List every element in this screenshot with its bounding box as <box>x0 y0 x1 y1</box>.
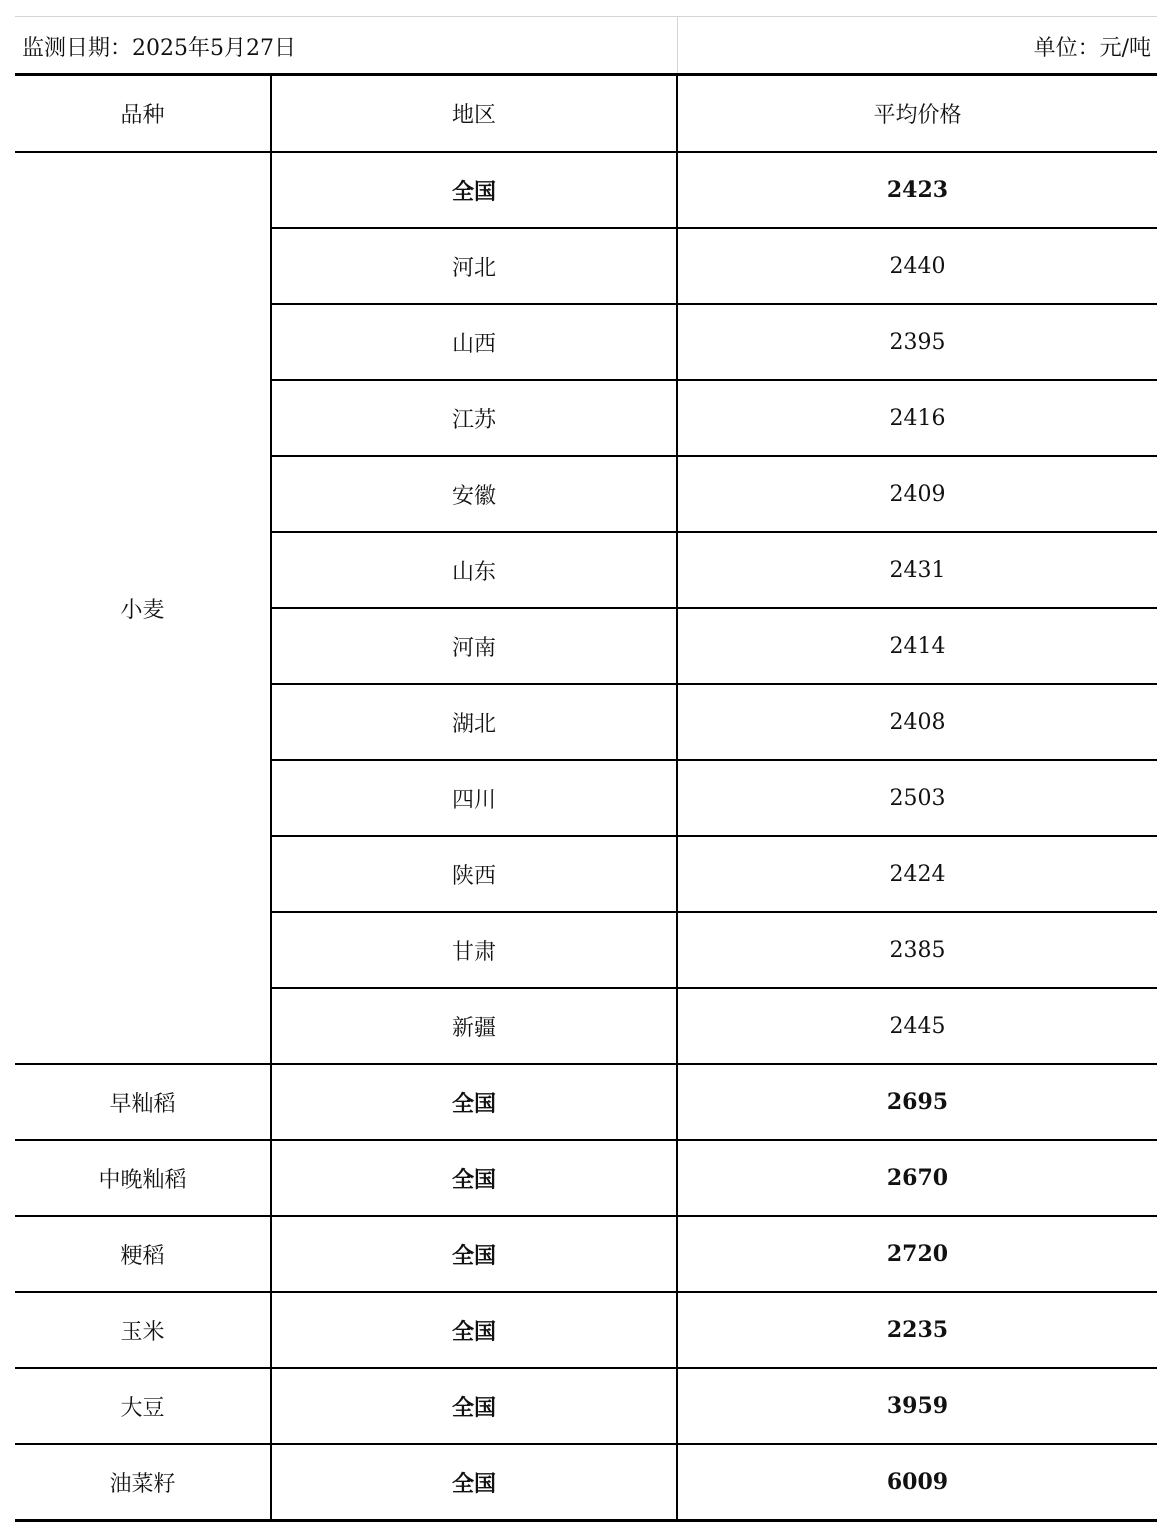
header-variety: 品种 <box>120 103 165 128</box>
variety-cell: 玉米 <box>15 1292 271 1368</box>
table-row <box>15 1216 1157 1292</box>
price-cell: 2424 <box>677 836 1157 912</box>
variety-cell: 大豆 <box>15 1368 271 1444</box>
table-row <box>15 152 1157 228</box>
price-cell: 2395 <box>677 304 1157 380</box>
price-cell: 2431 <box>677 532 1157 608</box>
price-cell: 2423 <box>677 152 1157 228</box>
price-cell: 2440 <box>677 228 1157 304</box>
variety-cell: 中晚籼稻 <box>15 1140 271 1216</box>
header-row <box>15 76 1157 152</box>
region-cell: 全国 <box>271 1064 677 1140</box>
price-cell: 2409 <box>677 456 1157 532</box>
price-cell: 6009 <box>677 1444 1157 1519</box>
price-cell: 2235 <box>677 1292 1157 1368</box>
header-avg-price: 平均价格 <box>677 76 1157 152</box>
region-cell: 河南 <box>271 608 677 684</box>
region-cell: 甘肃 <box>271 912 677 988</box>
monitor-date: 监测日期：2025年5月27日 <box>22 36 296 61</box>
table-bottom-rule <box>15 1519 1157 1522</box>
region-cell: 安徽 <box>271 456 677 532</box>
price-table <box>15 76 1157 1519</box>
region-cell: 新疆 <box>271 988 677 1064</box>
region-cell: 湖北 <box>271 684 677 760</box>
region-cell: 全国 <box>271 1368 677 1444</box>
price-cell: 2416 <box>677 380 1157 456</box>
price-cell: 2445 <box>677 988 1157 1064</box>
price-cell: 3959 <box>677 1368 1157 1444</box>
region-cell: 全国 <box>271 1444 677 1519</box>
table-row <box>15 1292 1157 1368</box>
price-cell: 2670 <box>677 1140 1157 1216</box>
variety-cell: 早籼稻 <box>15 1064 271 1140</box>
header-region: 地区 <box>271 76 677 152</box>
price-cell: 2720 <box>677 1216 1157 1292</box>
region-cell: 河北 <box>271 228 677 304</box>
region-cell: 全国 <box>271 152 677 228</box>
region-cell: 四川 <box>271 760 677 836</box>
region-cell: 山西 <box>271 304 677 380</box>
variety-cell: 油菜籽 <box>15 1444 271 1519</box>
unit-label: 单位：元/吨 <box>1033 36 1151 61</box>
price-cell: 2385 <box>677 912 1157 988</box>
price-sheet <box>15 16 1157 1522</box>
variety-cell: 小麦 <box>15 152 271 1064</box>
variety-cell: 粳稻 <box>15 1216 271 1292</box>
table-row <box>15 1064 1157 1140</box>
region-cell: 山东 <box>271 532 677 608</box>
region-cell: 全国 <box>271 1140 677 1216</box>
price-cell: 2503 <box>677 760 1157 836</box>
table-row <box>15 1444 1157 1519</box>
table-row <box>15 1140 1157 1216</box>
meta-divider <box>677 17 678 73</box>
table-row <box>15 1368 1157 1444</box>
price-table-body <box>15 76 1157 1519</box>
region-cell: 陕西 <box>271 836 677 912</box>
region-cell: 全国 <box>271 1292 677 1368</box>
price-cell: 2695 <box>677 1064 1157 1140</box>
price-cell: 2414 <box>677 608 1157 684</box>
region-cell: 江苏 <box>271 380 677 456</box>
meta-row <box>15 16 1157 73</box>
region-cell: 全国 <box>271 1216 677 1292</box>
price-cell: 2408 <box>677 684 1157 760</box>
